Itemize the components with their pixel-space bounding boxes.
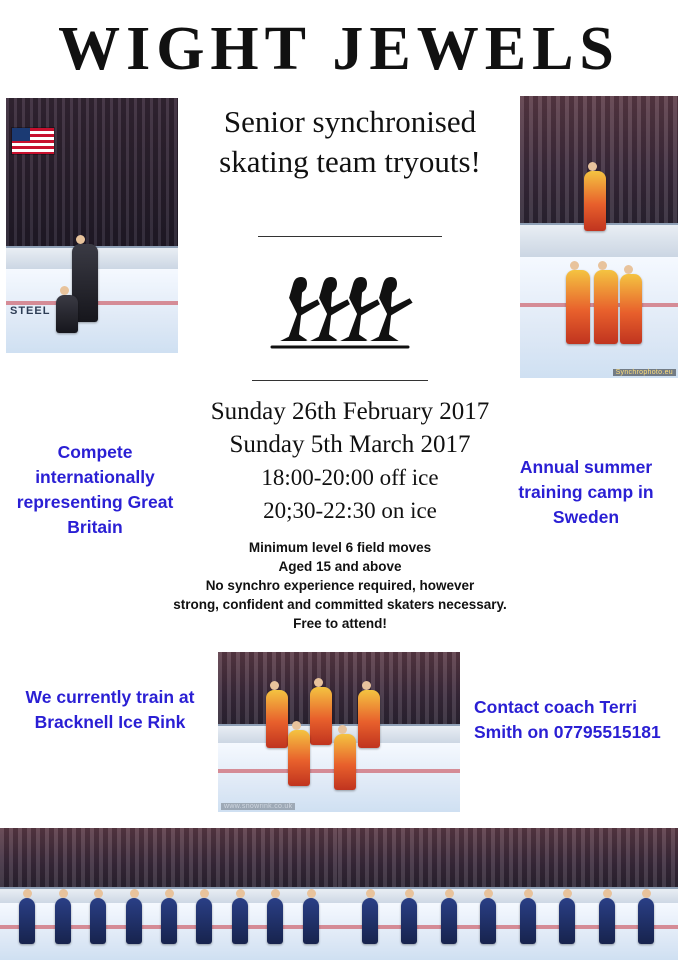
requirement-item: Minimum level 6 field moves (248, 540, 432, 555)
skater-silhouette (56, 295, 78, 333)
crowd-background (338, 828, 678, 887)
skater-silhouette (196, 898, 212, 944)
skater-silhouette (401, 898, 417, 944)
photo-right-watermark: Synchrophoto.eu (613, 369, 676, 376)
skater-silhouette (620, 274, 642, 344)
event-time-on-ice: 20;30-22:30 on ice (263, 498, 437, 523)
blurb-contact-coach: Contact coach Terri Smith on 07795515181 (474, 697, 661, 742)
event-date-1: Sunday 26th February 2017 (210, 398, 490, 425)
photo-team-lift (520, 96, 678, 378)
requirements-list (130, 538, 550, 633)
poster-title: WIGHT JEWELS (58, 15, 620, 83)
requirement-item: Free to attend! (293, 616, 387, 631)
skater-row (0, 892, 338, 944)
skater-silhouette (362, 898, 378, 944)
divider-bottom (252, 380, 428, 381)
skater-silhouette (126, 898, 142, 944)
skater-silhouette (288, 730, 310, 786)
skater-row (338, 892, 678, 944)
skater-silhouette (310, 687, 332, 745)
skater-silhouette (358, 690, 380, 748)
photo-team-line-left (0, 828, 338, 960)
crowd-background (0, 828, 338, 887)
skater-silhouette (232, 898, 248, 944)
photo-solo-skater (6, 98, 178, 353)
blurb-summer-camp: Annual summer training camp in Sweden (518, 457, 654, 527)
photo-left-caption: STEEL (10, 305, 51, 318)
photo-team-formation (218, 652, 460, 812)
skater-silhouette (19, 898, 35, 944)
event-dates (180, 395, 520, 527)
skater-silhouette (520, 898, 536, 944)
crowd-background (6, 98, 178, 246)
synchro-skaters-icon (258, 250, 424, 358)
usa-flag-icon (12, 128, 54, 154)
requirement-item: strong, confident and committed skaters necessary. (173, 597, 507, 612)
divider-top (258, 236, 442, 237)
skater-silhouette (55, 898, 71, 944)
blurb-compete-internationally: Compete internationally representing Great Britain (16, 442, 174, 537)
skater-silhouette (599, 898, 615, 944)
skater-silhouette (594, 270, 618, 344)
skater-silhouette (441, 898, 457, 944)
skater-silhouette (334, 734, 356, 790)
requirement-item: No synchro experience required, however (205, 578, 475, 593)
skater-silhouette (584, 171, 606, 231)
requirement-item: Aged 15 and above (278, 559, 402, 574)
skater-silhouette (267, 898, 283, 944)
skater-silhouette (161, 898, 177, 944)
skater-silhouette (638, 898, 654, 944)
photo-mid-watermark: www.snowrink.co.uk (221, 803, 295, 810)
skater-silhouette (303, 898, 319, 944)
blurb-training-rink: We currently train at Bracknell Ice Rink (25, 687, 195, 732)
skater-silhouette (559, 898, 575, 944)
event-time-off-ice: 18:00-20:00 off ice (261, 465, 439, 490)
poster-headline: Senior synchronised skating team tryouts! (219, 104, 481, 179)
crowd-background (218, 652, 460, 724)
skater-silhouette (480, 898, 496, 944)
photo-team-line-right (338, 828, 678, 960)
event-date-2: Sunday 5th March 2017 (229, 431, 471, 458)
skater-silhouette (266, 690, 288, 748)
skater-silhouette (566, 270, 590, 344)
skater-silhouette (90, 898, 106, 944)
